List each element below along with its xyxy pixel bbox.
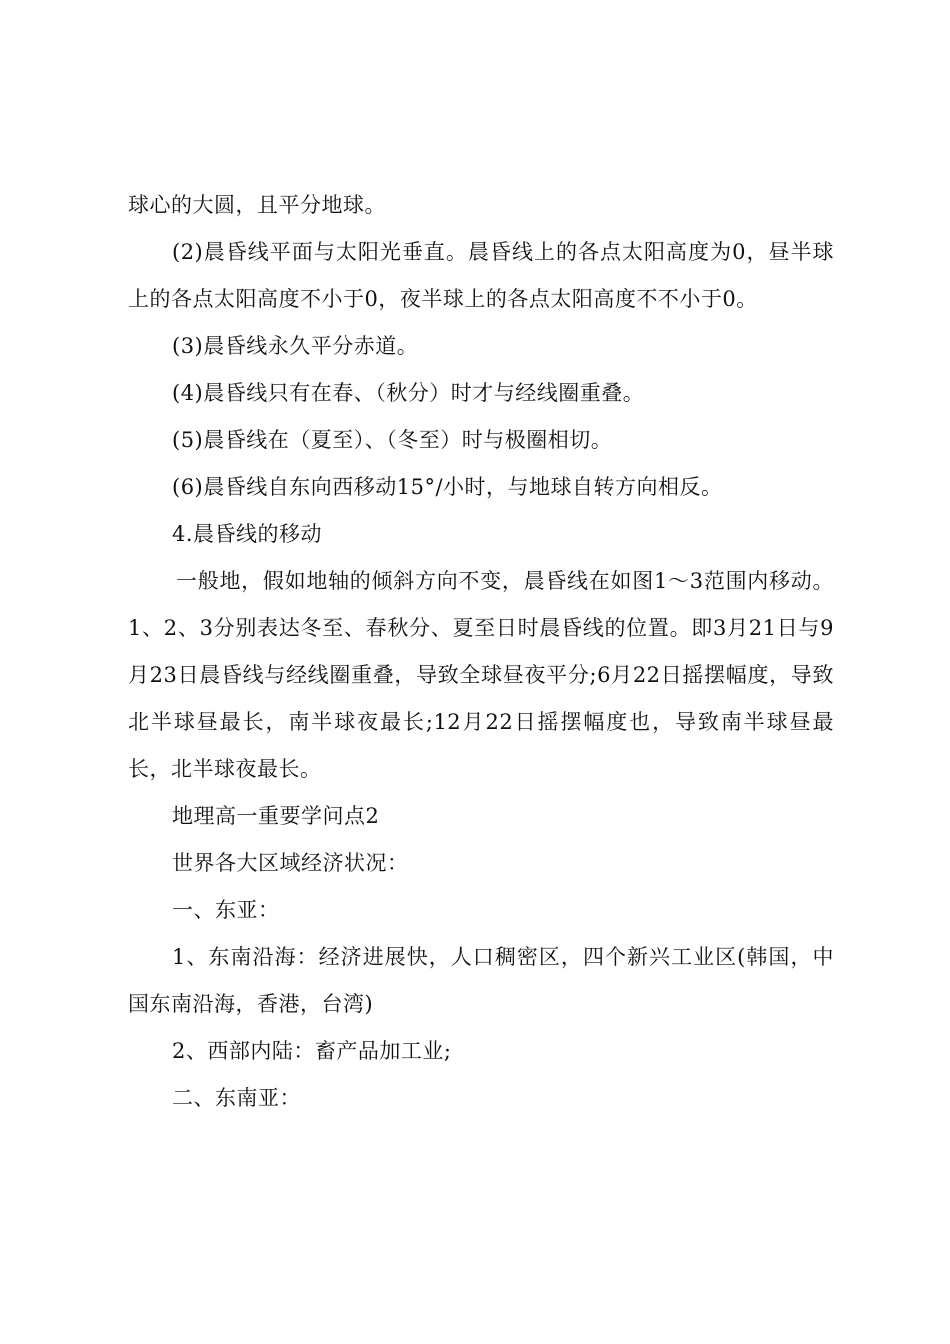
document-body (128, 182, 834, 1122)
paragraph-6: (6)晨昏线自东向西移动15°/小时，与地球自转方向相反。 (172, 475, 723, 499)
paragraph-9: 1、东南沿海：经济进展快，人口稠密区，四个新兴工业区(韩国，中国东南沿海，香港，台湾) (128, 945, 834, 1016)
subheading-southeast-asia: 二、东南亚： (172, 1086, 301, 1110)
paragraph-8: 世界各大区域经济状况： (172, 851, 409, 875)
paragraph-10: 2、西部内陆：畜产品加工业; (172, 1039, 452, 1063)
section-heading-4: 4.晨昏线的移动 (172, 522, 323, 546)
paragraph-3: (3)晨昏线永久平分赤道。 (172, 334, 419, 358)
paragraph-4: (4)晨昏线只有在春、（秋分）时才与经线圈重叠。 (172, 381, 645, 405)
paragraph-7: 一般地，假如地轴的倾斜方向不变，晨昏线在如图1～3范围内移动。1、2、3分别表达冬至、春秋分、夏至日时晨昏线的位置。即3月21日与9月23日晨昏线与经线圈重叠，导致全球昼夜平分;6月22日摇摆幅度，导致北半球昼最长，南半球夜最长;12月22日摇摆幅度也，导致南半球昼最长，北半球夜最长。 (128, 569, 834, 781)
paragraph-5: (5)晨昏线在（夏至）、（冬至）时与极圈相切。 (172, 428, 613, 452)
subheading-east-asia: 一、东亚： (172, 898, 280, 922)
paragraph-1: 球心的大圆，且平分地球。 (128, 193, 386, 217)
paragraph-2: (2)晨昏线平面与太阳光垂直。晨昏线上的各点太阳高度为0，昼半球上的各点太阳高度不小于0，夜半球上的各点太阳高度不不小于0。 (128, 240, 834, 311)
section-title: 地理高一重要学问点2 (172, 804, 380, 828)
